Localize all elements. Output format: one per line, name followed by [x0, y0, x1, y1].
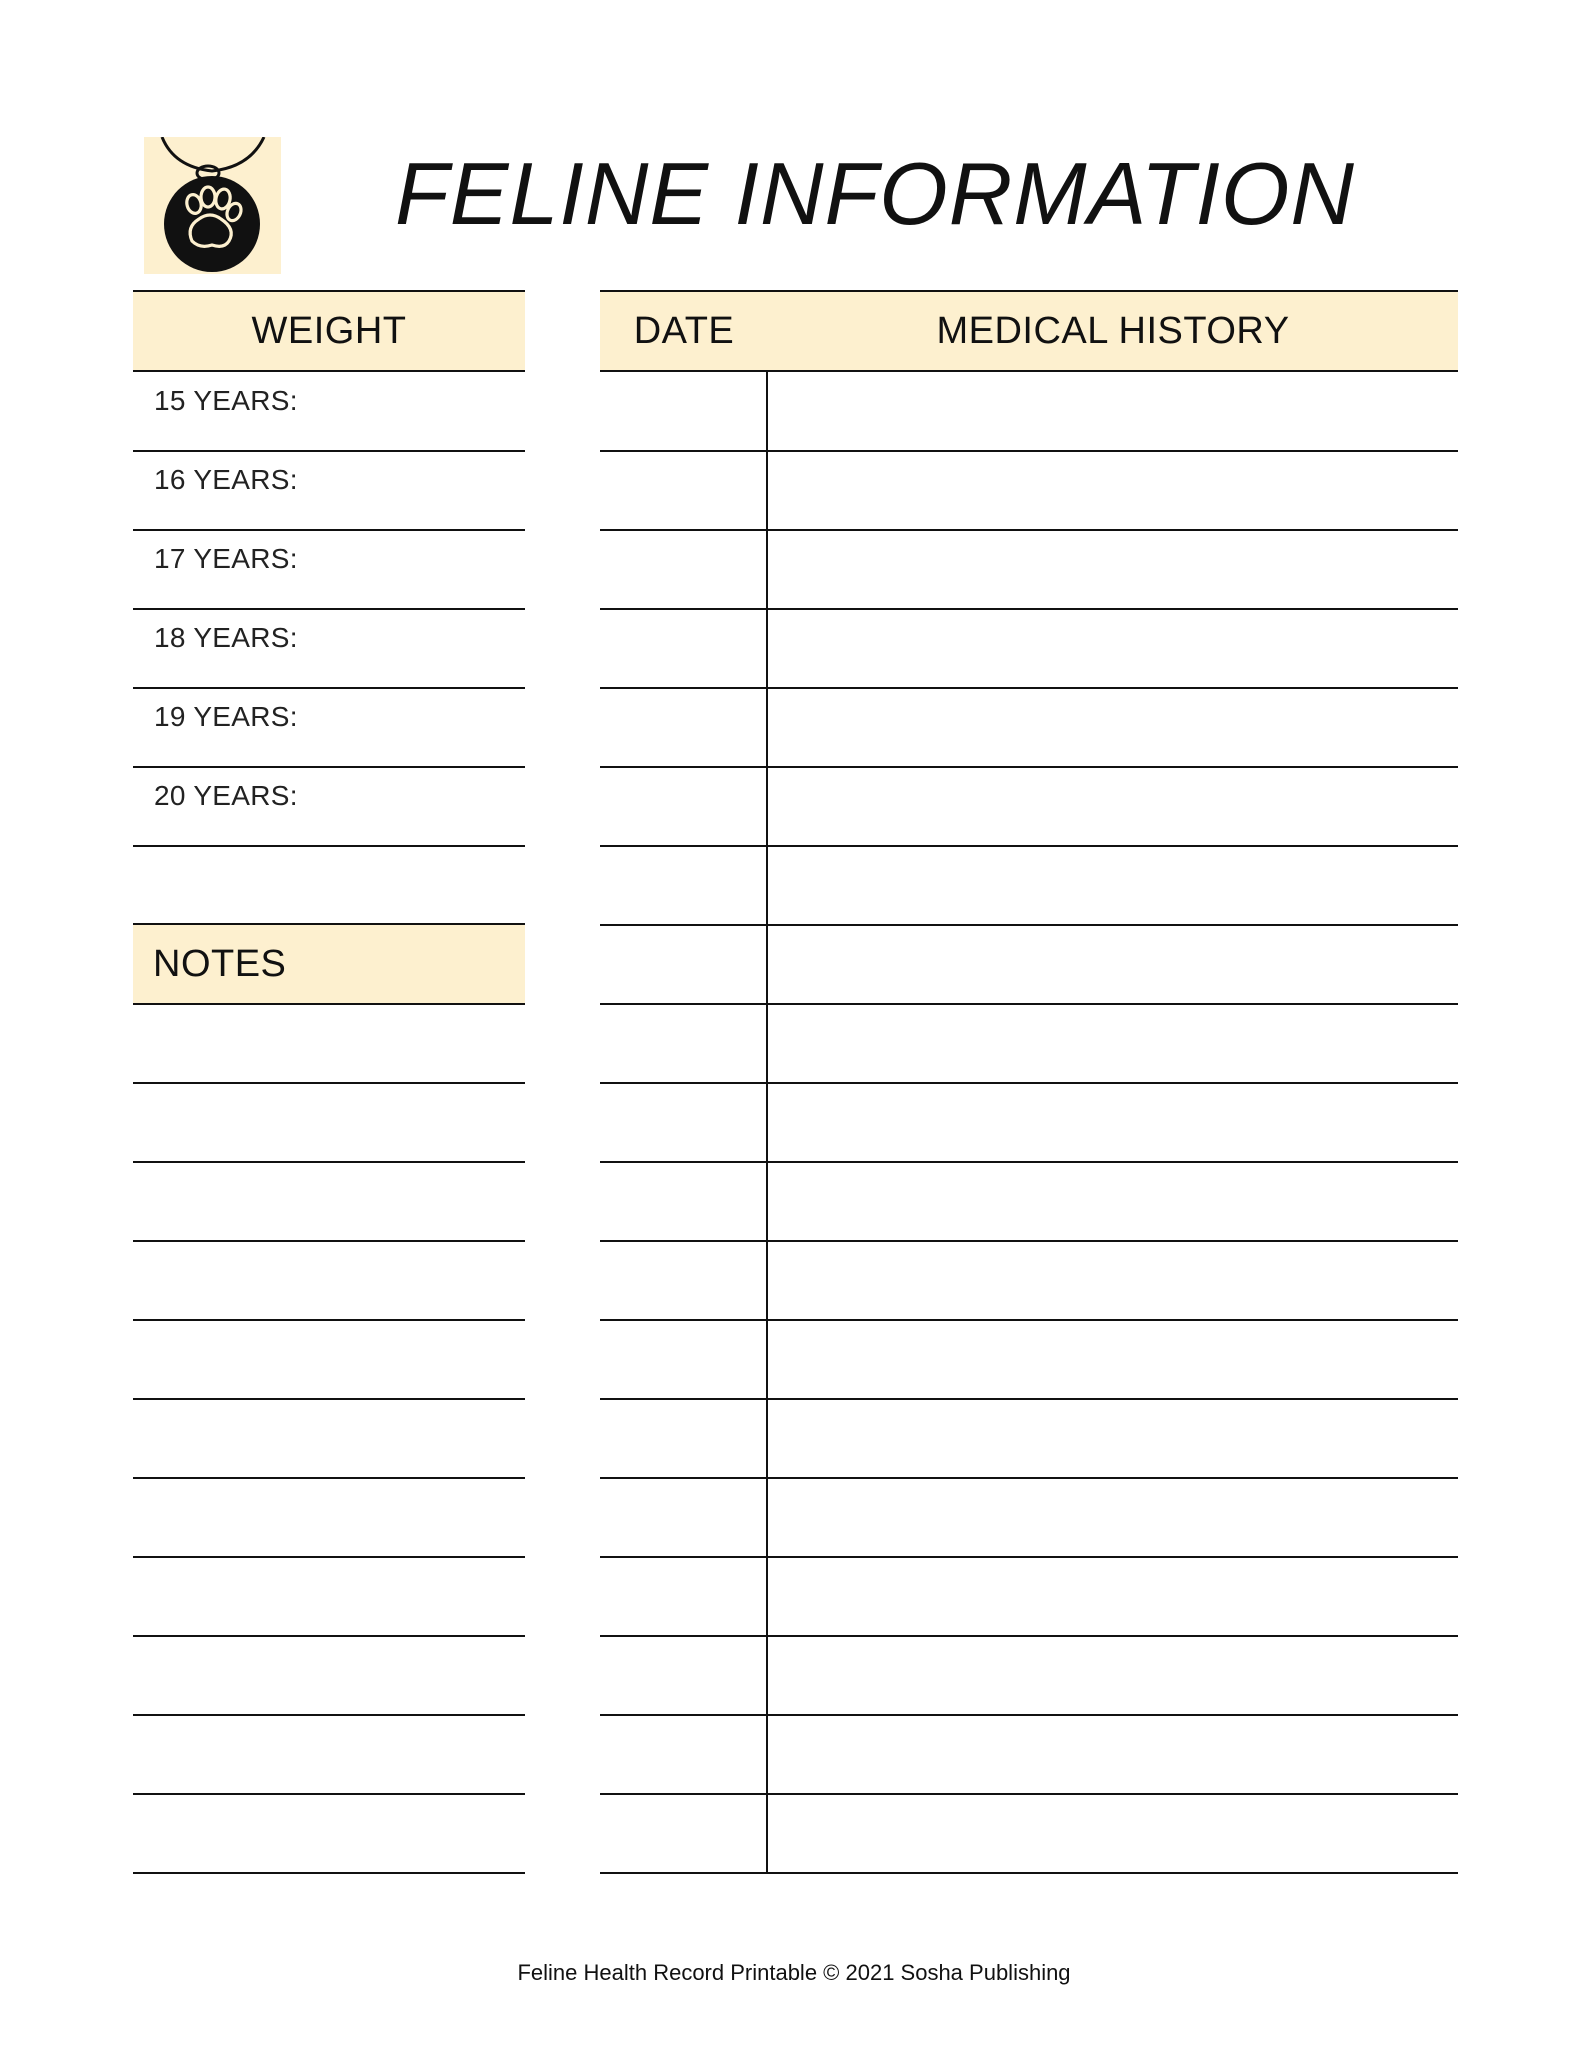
medical-row-rule[interactable] — [600, 1240, 1458, 1242]
medical-row-rule[interactable] — [600, 1793, 1458, 1795]
notes-line[interactable] — [133, 1319, 525, 1321]
weight-header: WEIGHT — [133, 290, 525, 372]
notes-line[interactable] — [133, 1398, 525, 1400]
weight-row-rule — [133, 845, 525, 847]
weight-row-label: 17 YEARS: — [154, 543, 298, 574]
weight-row-rule — [133, 608, 525, 610]
weight-row-label: 18 YEARS: — [154, 622, 298, 653]
medical-history-header: MEDICAL HISTORY — [768, 290, 1458, 372]
notes-line[interactable] — [133, 1714, 525, 1716]
page-title: FELINE INFORMATION — [395, 144, 1355, 243]
notes-line[interactable] — [133, 1556, 525, 1558]
date-header: DATE — [600, 290, 768, 372]
medical-row-rule[interactable] — [600, 687, 1458, 689]
medical-row-rule[interactable] — [600, 924, 1458, 926]
paw-tag-logo — [144, 137, 281, 274]
notes-line[interactable] — [133, 1082, 525, 1084]
weight-row-rule — [133, 529, 525, 531]
medical-row-rule[interactable] — [600, 1161, 1458, 1163]
weight-row-label: 19 YEARS: — [154, 701, 298, 732]
weight-row-label: 16 YEARS: — [154, 464, 298, 495]
medical-row-rule[interactable] — [600, 1714, 1458, 1716]
notes-line[interactable] — [133, 1793, 525, 1795]
medical-row-rule[interactable] — [600, 529, 1458, 531]
medical-row-rule[interactable] — [600, 766, 1458, 768]
weight-row-rule — [133, 766, 525, 768]
notes-line[interactable] — [133, 1635, 525, 1637]
paw-print-tag-icon — [144, 137, 281, 274]
medical-row-rule[interactable] — [600, 1556, 1458, 1558]
weight-row-label: 20 YEARS: — [154, 780, 298, 811]
notes-line[interactable] — [133, 1477, 525, 1479]
medical-row-rule[interactable] — [600, 608, 1458, 610]
medical-row-rule[interactable] — [600, 1319, 1458, 1321]
weight-row-rule — [133, 687, 525, 689]
medical-row-rule[interactable] — [600, 450, 1458, 452]
notes-header: NOTES — [133, 923, 525, 1005]
copyright-footer: Feline Health Record Printable © 2021 Sosha Publishing — [517, 1960, 1071, 1985]
notes-line[interactable] — [133, 1161, 525, 1163]
medical-row-rule[interactable] — [600, 1477, 1458, 1479]
medical-row-rule[interactable] — [600, 1872, 1458, 1874]
medical-row-rule[interactable] — [600, 845, 1458, 847]
medical-row-rule[interactable] — [600, 1398, 1458, 1400]
medical-row-rule[interactable] — [600, 1082, 1458, 1084]
weight-row-rule — [133, 450, 525, 452]
notes-line[interactable] — [133, 1240, 525, 1242]
medical-row-rule[interactable] — [600, 1635, 1458, 1637]
medical-row-rule[interactable] — [600, 1003, 1458, 1005]
notes-line[interactable] — [133, 1872, 525, 1874]
date-column-divider — [766, 370, 768, 1873]
weight-row-label: 15 YEARS: — [154, 385, 298, 416]
